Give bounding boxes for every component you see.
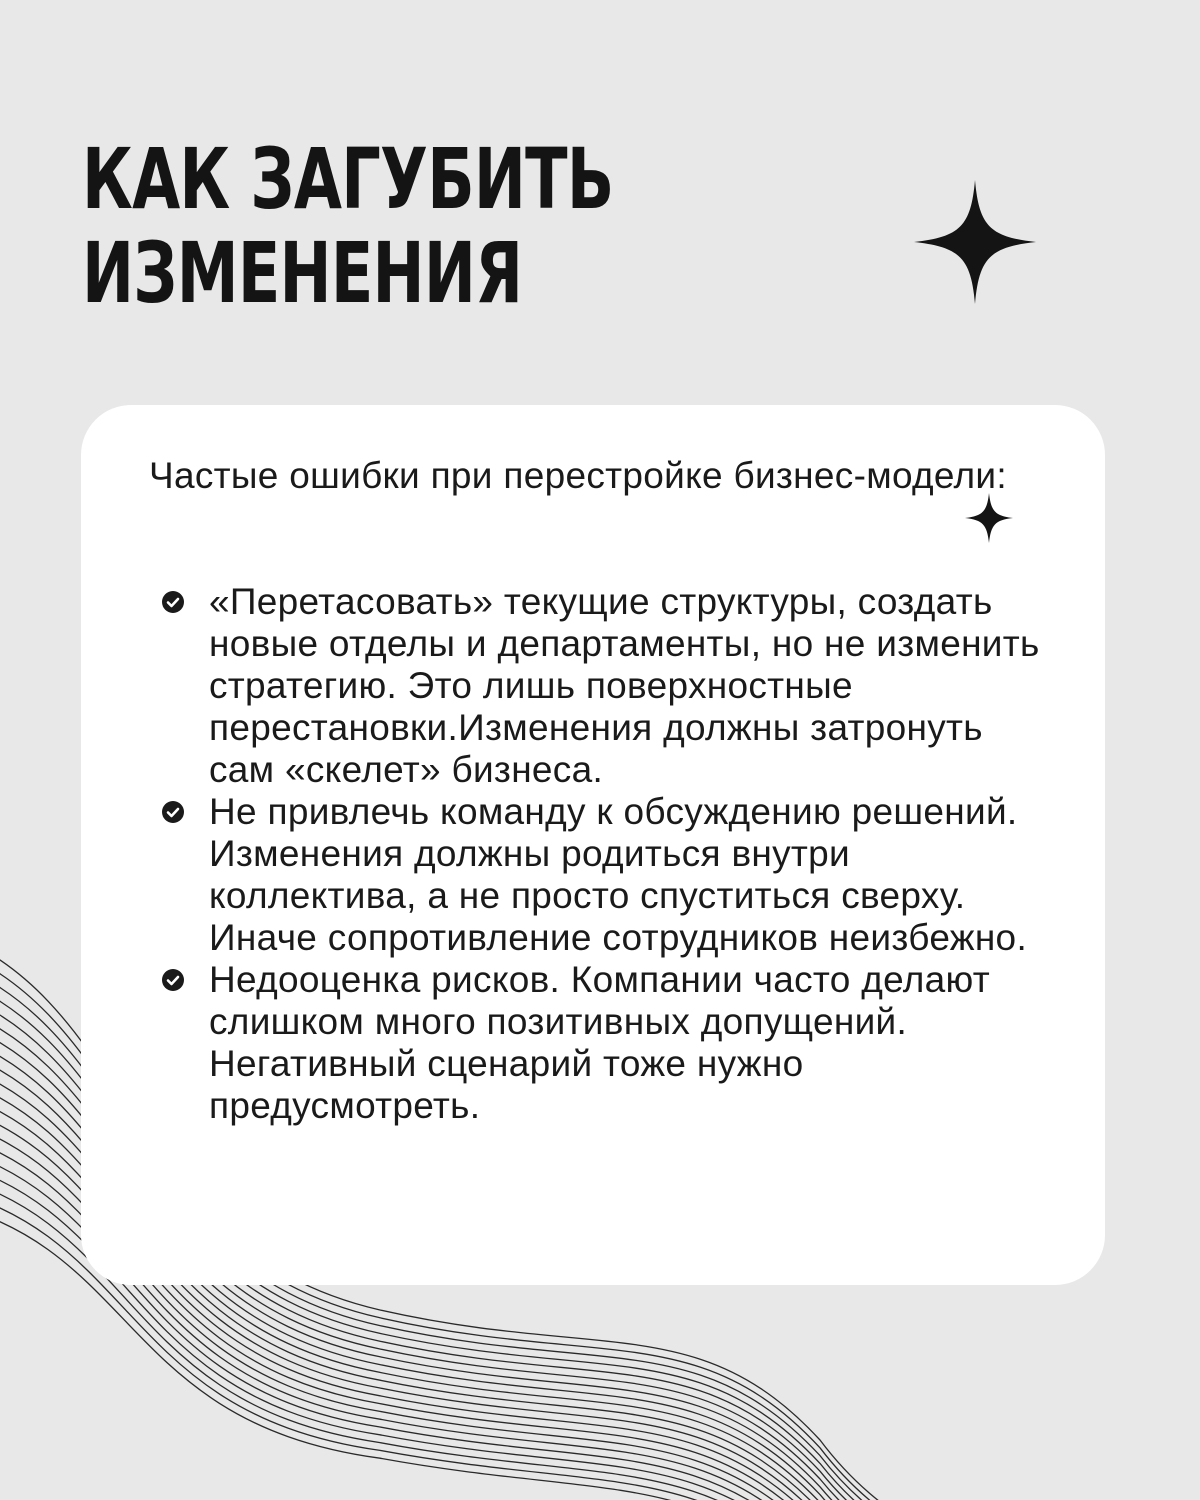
list-item	[161, 959, 1041, 1127]
list-item-text: «Перетасовать» текущие структуры, создать новые отделы и департаменты, но не изменить стратегию. Это лишь поверхностные перестановки.Изменения должны затронуть сам «скелет» бизнеса.	[209, 581, 1040, 790]
check-circle-icon	[161, 590, 185, 614]
intro-text: Частые ошибки при перестройке бизнес-модели:	[149, 455, 1007, 496]
content-card	[81, 405, 1105, 1285]
list-item-text: Недооценка рисков. Компании часто делают слишком много позитивных допущений. Негативный сценарий тоже нужно предусмотреть.	[209, 959, 990, 1126]
mistakes-list	[161, 581, 1041, 1127]
list-item	[161, 791, 1041, 959]
check-circle-icon	[161, 800, 185, 824]
four-point-star-icon	[914, 180, 1036, 304]
list-item	[161, 581, 1041, 791]
check-circle-icon	[161, 968, 185, 992]
list-item-text: Не привлечь команду к обсуждению решений. Изменения должны родиться внутри коллектива, а не просто спуститься сверху. Иначе сопротивление сотрудников неизбежно.	[209, 791, 1028, 958]
page-title: КАК ЗАГУБИТЬ ИЗМЕНЕНИЯ	[82, 130, 614, 322]
four-point-star-icon	[965, 493, 1013, 543]
